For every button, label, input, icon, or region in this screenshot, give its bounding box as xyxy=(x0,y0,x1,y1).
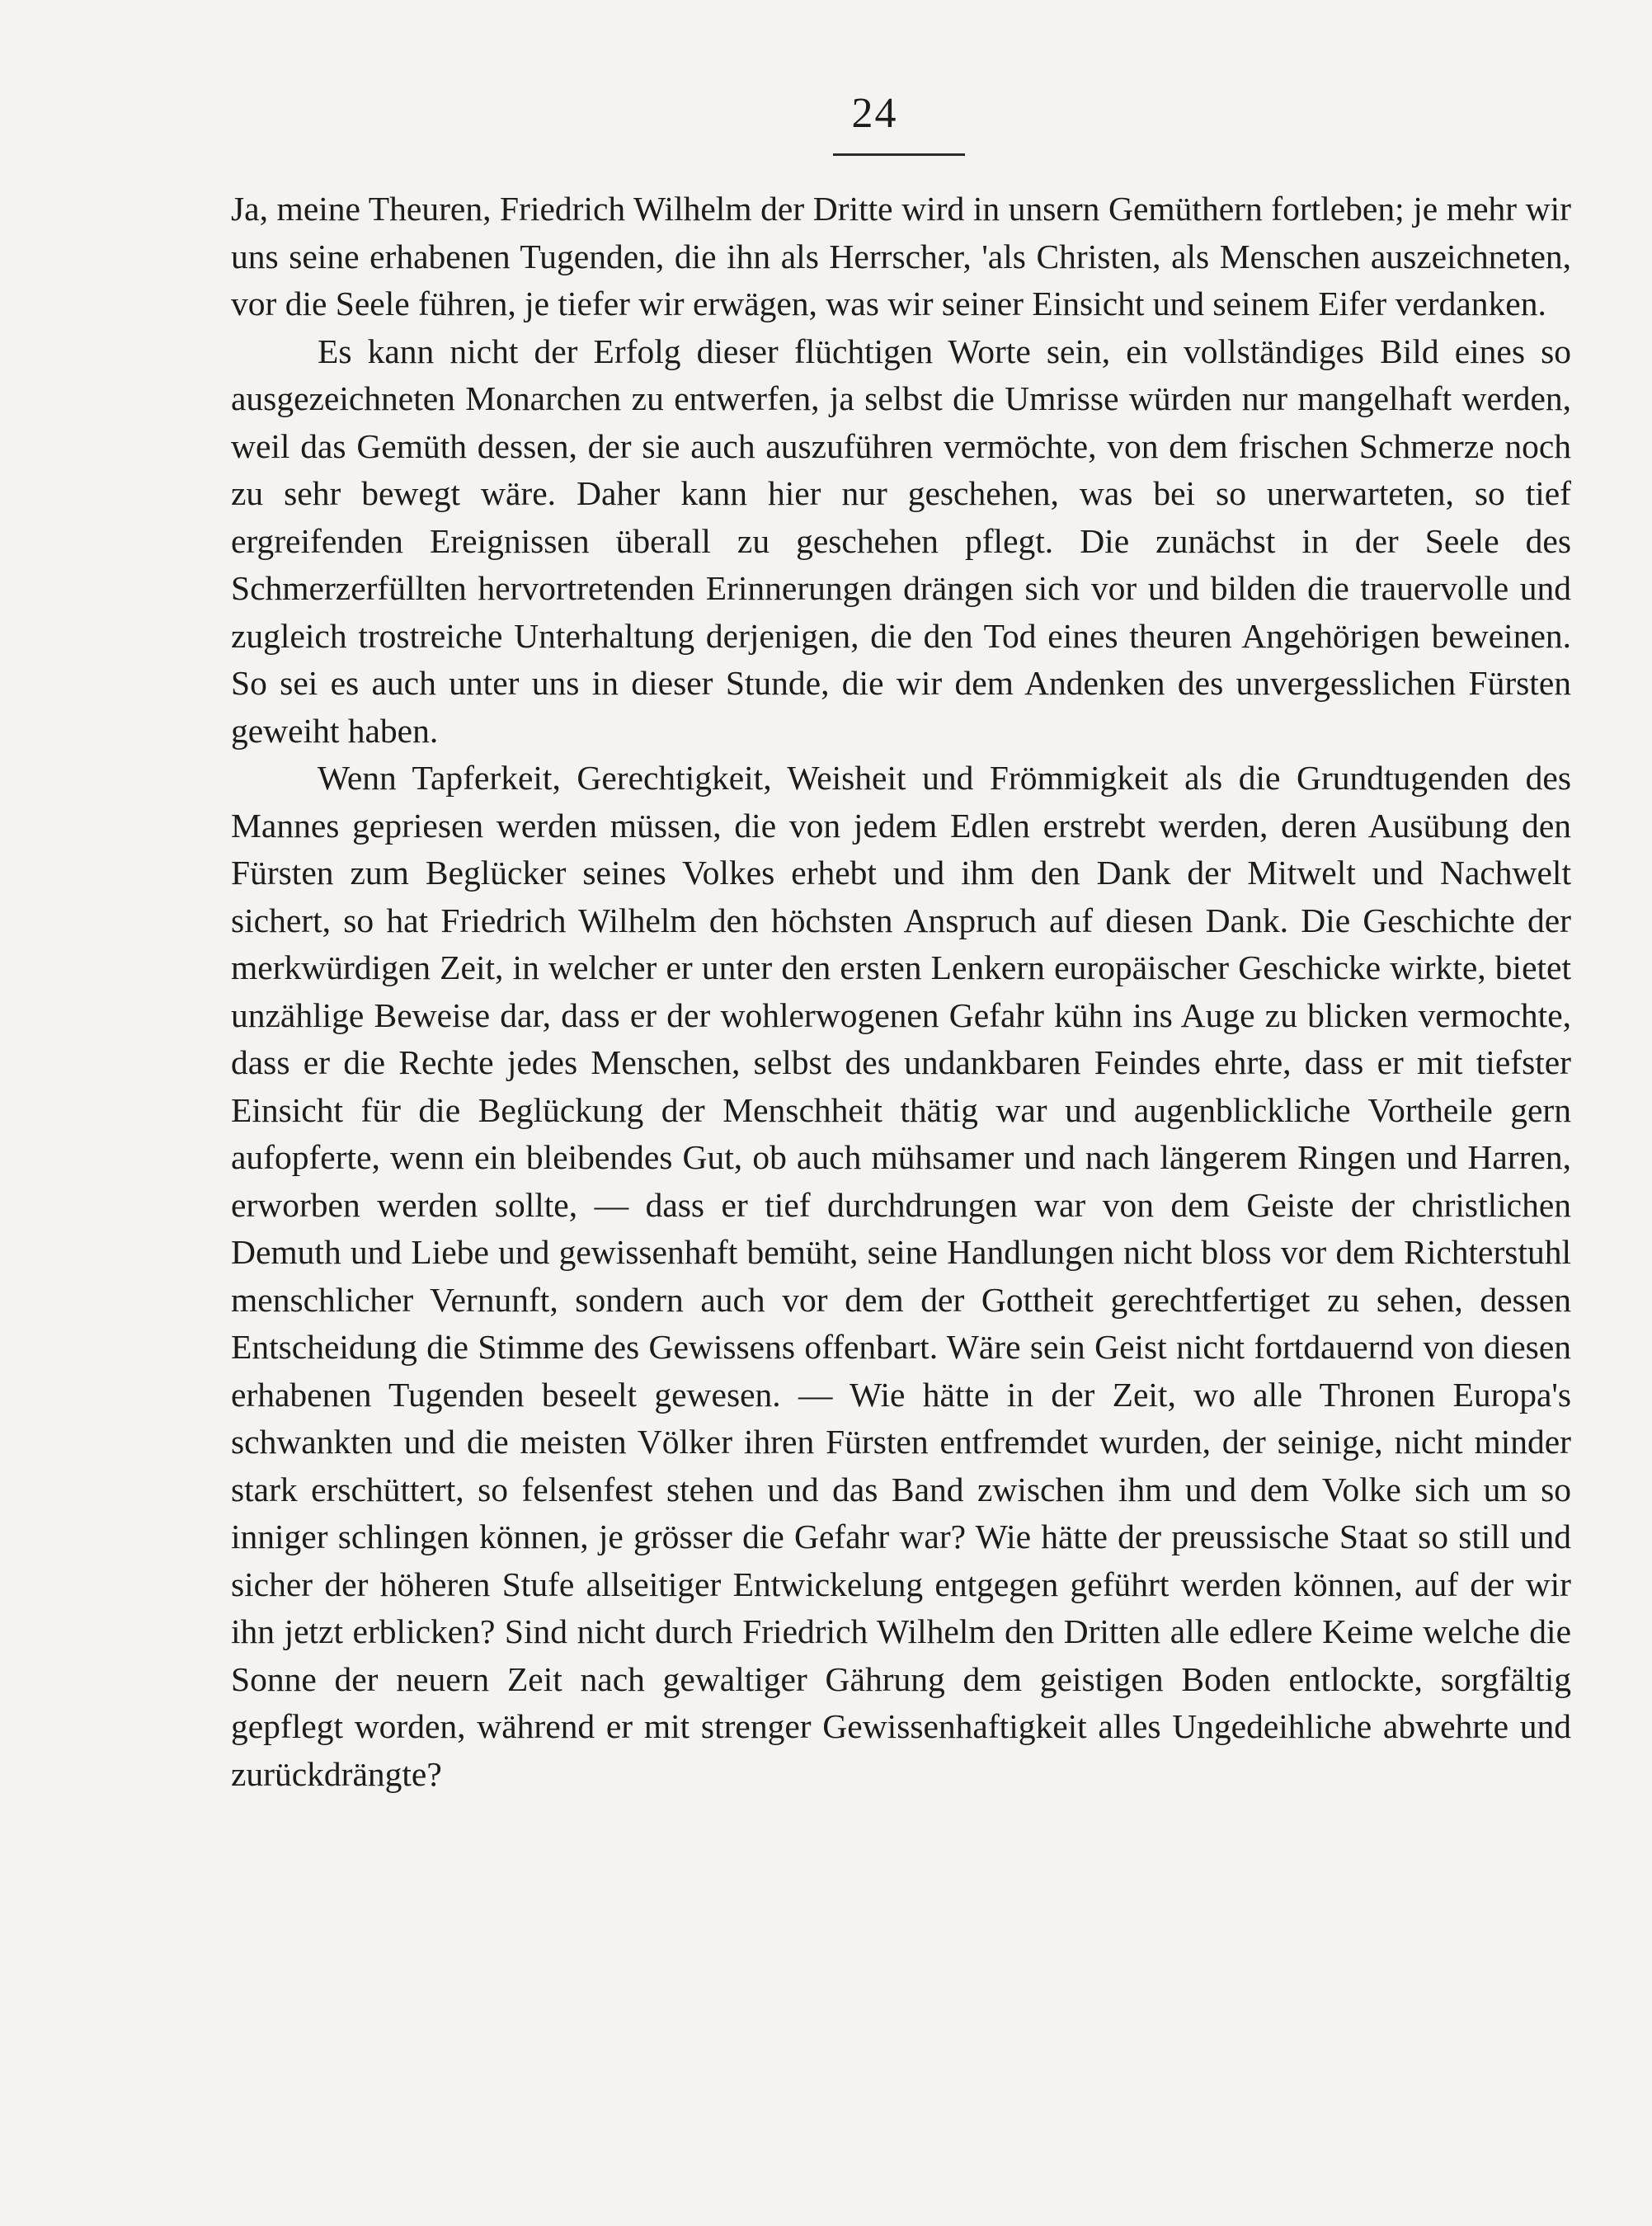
paragraph-2: Es kann nicht der Erfolg dieser flüchtigen Worte sein, ein vollständiges Bild eines so ausgezeichneten Monarchen zu entwerfen, ja selbst die Umrisse würden nur mangelhaft werden, weil das Gemüth dessen, der sie auch auszuführen vermöchte, von dem frischen Schmerze noch zu sehr bewegt wäre. Daher kann hier nur geschehen, was bei so unerwarteten, so tief ergreifenden Ereignissen überall zu geschehen pflegt. Die zunächst in der Seele des Schmerzerfüllten hervortretenden Erinnerungen drängen sich vor und bilden die trauervolle und zugleich trostreiche Unterhaltung derjenigen, die den Tod eines theuren Angehörigen beweinen. So sei es auch unter uns in dieser Stunde, die wir dem Andenken des unvergesslichen Fürsten geweiht haben. xyxy=(231,332,1571,750)
paragraph-3: Wenn Tapferkeit, Gerechtigkeit, Weisheit und Frömmigkeit als die Grundtugenden des Mannes gepriesen werden müssen, die von jedem Edlen erstrebt werden, deren Ausübung den Fürsten zum Beglücker seines Volkes erhebt und ihm den Dank der Mitwelt und Nachwelt sichert, so hat Friedrich Wilhelm den höchsten Anspruch auf diesen Dank. Die Geschichte der merkwürdigen Zeit, in welcher er unter den ersten Lenkern europäischer Geschicke wirkte, bietet unzählige Beweise dar, dass er der wohlerwogenen Gefahr kühn ins Auge zu blicken vermochte, dass er die Rechte jedes Menschen, selbst des undankbaren Feindes ehrte, dass er mit tiefster Einsicht für die Beglückung der Menschheit thätig war und augenblickliche Vortheile gern aufopferte, wenn ein bleibendes Gut, ob auch mühsamer und nach längerem Ringen und Harren, erworben werden sollte, — dass er tief durchdrungen war von dem Geiste der christlichen Demuth und Liebe und gewissenhaft bemüht, seine Handlungen nicht bloss vor dem Richterstuhl menschlicher Vernunft, sondern auch vor dem der Gottheit gerechtfertiget zu sehen, dessen Entscheidung die Stimme des Gewissens offenbart. Wäre sein Geist nicht fortdauernd von diesen erhabenen Tugenden beseelt gewesen. — Wie hätte in der Zeit, wo alle Thronen Europa's schwankten und die meisten Völker ihren Fürsten entfremdet wurden, der seinige, nicht minder stark erschüttert, so felsenfest stehen und das Band zwischen ihm und dem Volke sich um so inniger schlingen können, je grösser die Gefahr war? Wie hätte der preussische Staat so still und sicher der höheren Stufe allseitiger Entwickelung entgegen geführt werden können, auf der wir ihn jetzt erblicken? Sind nicht durch Friedrich Wilhelm den Dritten alle edlere Keime welche die Sonne der neuern Zeit nach gewaltiger Gährung dem geistigen Boden entlockte, sorgfältig gepflegt worden, während er mit strenger Gewissenhaftigkeit alles Ungedeihliche abwehrte und zurückdrängte? xyxy=(231,759,1571,1793)
page-number: 24 xyxy=(851,90,898,137)
text-body xyxy=(231,186,1571,1798)
header-rule xyxy=(833,153,965,156)
page-header xyxy=(0,89,1652,138)
paragraph-1: Ja, meine Theuren, Friedrich Wilhelm der Dritte wird in unsern Gemüthern fortleben; je mehr wir uns seine erhabenen Tugenden, die ihn als Herrscher, 'als Christen, als Menschen auszeichneten, vor die Seele führen, je tiefer wir erwägen, was wir seiner Einsicht und seinem Eifer verdanken. xyxy=(231,190,1571,322)
